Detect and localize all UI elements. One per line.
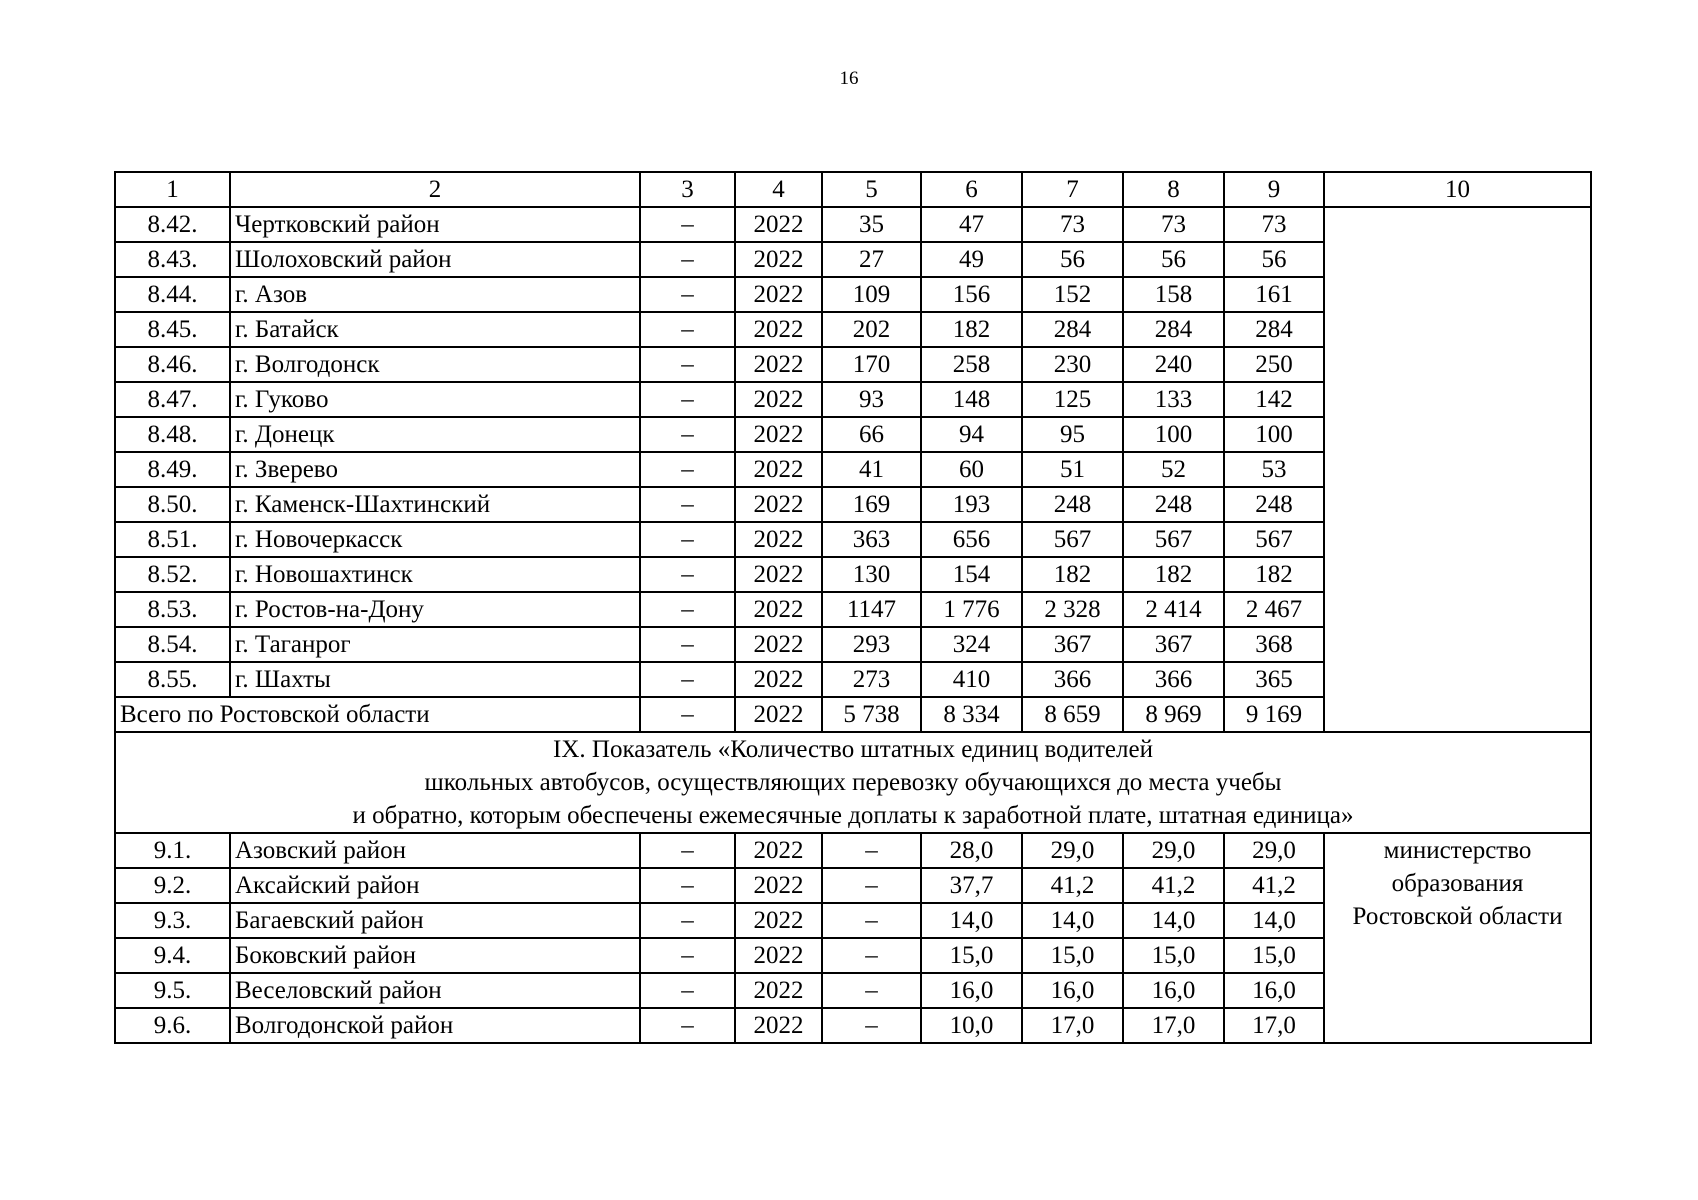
- table-cell: –: [640, 973, 735, 1008]
- table-cell: 100: [1123, 417, 1224, 452]
- header-cell: 1: [115, 172, 230, 207]
- table-cell: 93: [822, 382, 921, 417]
- table-cell: 2022: [735, 277, 822, 312]
- table-cell: 29,0: [1224, 833, 1324, 868]
- table-cell: 2022: [735, 382, 822, 417]
- table-cell: 2022: [735, 833, 822, 868]
- table-cell: 73: [1022, 207, 1123, 242]
- table-cell: 182: [1224, 557, 1324, 592]
- table-cell: 9.6.: [115, 1008, 230, 1043]
- table-cell: 248: [1224, 487, 1324, 522]
- table-cell: 152: [1022, 277, 1123, 312]
- table-row: [115, 207, 1591, 242]
- table-cell: г. Каменск-Шахтинский: [230, 487, 640, 522]
- table-cell: 125: [1022, 382, 1123, 417]
- table-cell: 2022: [735, 868, 822, 903]
- table-cell: 14,0: [1123, 903, 1224, 938]
- table-cell: 182: [921, 312, 1022, 347]
- table-cell: 56: [1022, 242, 1123, 277]
- table-cell: 133: [1123, 382, 1224, 417]
- table-cell: 8.50.: [115, 487, 230, 522]
- total-label: Всего по Ростовской области: [115, 697, 640, 732]
- header-row: [115, 172, 1591, 207]
- table-cell: 363: [822, 522, 921, 557]
- table-cell: 16,0: [1022, 973, 1123, 1008]
- table-cell: 10,0: [921, 1008, 1022, 1043]
- table-cell: 8.45.: [115, 312, 230, 347]
- table-cell: –: [822, 1008, 921, 1043]
- table-cell: 8.54.: [115, 627, 230, 662]
- total-value: –: [640, 697, 735, 732]
- table-cell: 324: [921, 627, 1022, 662]
- table-cell: 8.47.: [115, 382, 230, 417]
- table-cell: 2022: [735, 557, 822, 592]
- table-cell: –: [640, 382, 735, 417]
- table-cell: 2022: [735, 207, 822, 242]
- table-cell: 8.53.: [115, 592, 230, 627]
- table-cell: 284: [1022, 312, 1123, 347]
- table-cell: 9.1.: [115, 833, 230, 868]
- table-cell: –: [640, 868, 735, 903]
- table-cell: 66: [822, 417, 921, 452]
- table-cell: 41,2: [1123, 868, 1224, 903]
- table-cell: 9.2.: [115, 868, 230, 903]
- table-cell: 170: [822, 347, 921, 382]
- responsible-org-line: министерство: [1383, 837, 1532, 864]
- table-cell: 567: [1022, 522, 1123, 557]
- table-cell: 367: [1022, 627, 1123, 662]
- table-cell: 2022: [735, 312, 822, 347]
- table-cell: –: [640, 522, 735, 557]
- table-cell: 8.46.: [115, 347, 230, 382]
- table-cell: 15,0: [1123, 938, 1224, 973]
- table-body: [115, 172, 1591, 1043]
- header-cell: 8: [1123, 172, 1224, 207]
- table-cell: 16,0: [1123, 973, 1224, 1008]
- table-cell: 2022: [735, 592, 822, 627]
- table-cell: 56: [1224, 242, 1324, 277]
- table-cell: 37,7: [921, 868, 1022, 903]
- table-cell: г. Таганрог: [230, 627, 640, 662]
- responsible-org-line: Ростовской области: [1352, 903, 1563, 930]
- table-cell: –: [640, 662, 735, 697]
- table-cell: 73: [1224, 207, 1324, 242]
- table-cell: 56: [1123, 242, 1224, 277]
- table-cell: 250: [1224, 347, 1324, 382]
- table-cell: 248: [1022, 487, 1123, 522]
- header-cell: 3: [640, 172, 735, 207]
- table-cell: 8.55.: [115, 662, 230, 697]
- header-cell: 10: [1324, 172, 1591, 207]
- table-cell: –: [640, 312, 735, 347]
- table-cell: г. Зверево: [230, 452, 640, 487]
- header-cell: 9: [1224, 172, 1324, 207]
- table-cell: Боковский район: [230, 938, 640, 973]
- table-cell: 29,0: [1123, 833, 1224, 868]
- indicator-table: [114, 171, 1592, 1044]
- table-cell: 15,0: [1224, 938, 1324, 973]
- empty-org-cell: [1324, 207, 1591, 732]
- table-cell: 258: [921, 347, 1022, 382]
- table-cell: 154: [921, 557, 1022, 592]
- table-cell: 60: [921, 452, 1022, 487]
- table-cell: 8.51.: [115, 522, 230, 557]
- table-cell: 284: [1224, 312, 1324, 347]
- table-cell: –: [640, 833, 735, 868]
- table-cell: –: [640, 207, 735, 242]
- table-cell: 2022: [735, 417, 822, 452]
- table-cell: 365: [1224, 662, 1324, 697]
- table-cell: г. Азов: [230, 277, 640, 312]
- table-row: [115, 833, 1591, 868]
- table-cell: 169: [822, 487, 921, 522]
- table-cell: 73: [1123, 207, 1224, 242]
- section-title: [115, 732, 1591, 833]
- table-cell: 8.44.: [115, 277, 230, 312]
- table-cell: 17,0: [1123, 1008, 1224, 1043]
- table-cell: –: [640, 347, 735, 382]
- section-title-line: школьных автобусов, осуществляющих перевозку обучающихся до места учебы: [424, 769, 1282, 796]
- table-cell: 273: [822, 662, 921, 697]
- table-cell: г. Батайск: [230, 312, 640, 347]
- header-cell: 7: [1022, 172, 1123, 207]
- table-cell: Багаевский район: [230, 903, 640, 938]
- total-value: 5 738: [822, 697, 921, 732]
- table-cell: 161: [1224, 277, 1324, 312]
- table-cell: 94: [921, 417, 1022, 452]
- table-cell: –: [640, 242, 735, 277]
- table-cell: 2022: [735, 452, 822, 487]
- table-cell: 567: [1123, 522, 1224, 557]
- table-cell: 49: [921, 242, 1022, 277]
- table-cell: 8.43.: [115, 242, 230, 277]
- table-cell: 202: [822, 312, 921, 347]
- table-cell: г. Волгодонск: [230, 347, 640, 382]
- table-cell: 2022: [735, 627, 822, 662]
- table-cell: 248: [1123, 487, 1224, 522]
- table-cell: 2 414: [1123, 592, 1224, 627]
- table-cell: 410: [921, 662, 1022, 697]
- table-cell: –: [640, 938, 735, 973]
- table-cell: 1147: [822, 592, 921, 627]
- table-cell: 41,2: [1224, 868, 1324, 903]
- table-cell: 567: [1224, 522, 1324, 557]
- table-cell: Волгодонской район: [230, 1008, 640, 1043]
- table-cell: –: [822, 868, 921, 903]
- table-cell: 142: [1224, 382, 1324, 417]
- total-value: 8 969: [1123, 697, 1224, 732]
- page-number: 16: [839, 68, 859, 89]
- table-cell: 41,2: [1022, 868, 1123, 903]
- table-cell: г. Шахты: [230, 662, 640, 697]
- table-cell: 17,0: [1022, 1008, 1123, 1043]
- table-cell: 158: [1123, 277, 1224, 312]
- table-cell: –: [822, 938, 921, 973]
- table-cell: –: [822, 903, 921, 938]
- table-cell: г. Донецк: [230, 417, 640, 452]
- table-cell: –: [640, 903, 735, 938]
- section-title-line: IX. Показатель «Количество штатных единиц водителей: [553, 736, 1153, 763]
- table-cell: 2022: [735, 522, 822, 557]
- table-cell: 230: [1022, 347, 1123, 382]
- table-cell: –: [822, 833, 921, 868]
- table-cell: 8.49.: [115, 452, 230, 487]
- table-cell: г. Ростов-на-Дону: [230, 592, 640, 627]
- table-cell: –: [640, 592, 735, 627]
- table-cell: 53: [1224, 452, 1324, 487]
- table-cell: 9.3.: [115, 903, 230, 938]
- table-cell: 29,0: [1022, 833, 1123, 868]
- table-cell: 14,0: [1224, 903, 1324, 938]
- table-cell: 367: [1123, 627, 1224, 662]
- section-title-row: [115, 732, 1591, 833]
- table-cell: 109: [822, 277, 921, 312]
- table-cell: –: [640, 487, 735, 522]
- header-cell: 5: [822, 172, 921, 207]
- table-cell: Азовский район: [230, 833, 640, 868]
- table-cell: 2022: [735, 1008, 822, 1043]
- table-cell: 2022: [735, 662, 822, 697]
- table-cell: 2022: [735, 903, 822, 938]
- table-cell: г. Новошахтинск: [230, 557, 640, 592]
- table-cell: 656: [921, 522, 1022, 557]
- table-cell: 15,0: [1022, 938, 1123, 973]
- table-cell: 15,0: [921, 938, 1022, 973]
- table-cell: 41: [822, 452, 921, 487]
- table-cell: Аксайский район: [230, 868, 640, 903]
- table-cell: 8.42.: [115, 207, 230, 242]
- total-value: 8 334: [921, 697, 1022, 732]
- table-cell: 95: [1022, 417, 1123, 452]
- table-cell: –: [640, 277, 735, 312]
- table-cell: 130: [822, 557, 921, 592]
- table-cell: г. Новочеркасск: [230, 522, 640, 557]
- table-cell: Шолоховский район: [230, 242, 640, 277]
- table-cell: –: [640, 1008, 735, 1043]
- header-cell: 4: [735, 172, 822, 207]
- table-cell: 47: [921, 207, 1022, 242]
- table-cell: 9.5.: [115, 973, 230, 1008]
- table-cell: 52: [1123, 452, 1224, 487]
- table-cell: 182: [1123, 557, 1224, 592]
- table-cell: –: [640, 627, 735, 662]
- table-cell: 2022: [735, 242, 822, 277]
- table-cell: 17,0: [1224, 1008, 1324, 1043]
- table-cell: 156: [921, 277, 1022, 312]
- table-cell: 2022: [735, 487, 822, 522]
- table-cell: 2022: [735, 347, 822, 382]
- table-cell: 2 467: [1224, 592, 1324, 627]
- table-cell: –: [640, 417, 735, 452]
- table-cell: 148: [921, 382, 1022, 417]
- table-cell: 368: [1224, 627, 1324, 662]
- table-cell: 2022: [735, 938, 822, 973]
- header-cell: 2: [230, 172, 640, 207]
- total-value: 8 659: [1022, 697, 1123, 732]
- table-cell: 9.4.: [115, 938, 230, 973]
- table-cell: 366: [1022, 662, 1123, 697]
- table-cell: 16,0: [1224, 973, 1324, 1008]
- table-cell: 182: [1022, 557, 1123, 592]
- table-cell: 1 776: [921, 592, 1022, 627]
- table-cell: 293: [822, 627, 921, 662]
- total-value: 2022: [735, 697, 822, 732]
- table-cell: г. Гуково: [230, 382, 640, 417]
- table-cell: –: [822, 973, 921, 1008]
- table-cell: 35: [822, 207, 921, 242]
- table-cell: –: [640, 452, 735, 487]
- table-cell: 284: [1123, 312, 1224, 347]
- responsible-org-line: образования: [1391, 870, 1524, 897]
- table-cell: 366: [1123, 662, 1224, 697]
- table-cell: 14,0: [921, 903, 1022, 938]
- table-cell: Веселовский район: [230, 973, 640, 1008]
- table-cell: 2022: [735, 973, 822, 1008]
- table-cell: 100: [1224, 417, 1324, 452]
- table-cell: 193: [921, 487, 1022, 522]
- table-cell: 8.52.: [115, 557, 230, 592]
- table-cell: 2 328: [1022, 592, 1123, 627]
- total-value: 9 169: [1224, 697, 1324, 732]
- table-cell: 14,0: [1022, 903, 1123, 938]
- header-cell: 6: [921, 172, 1022, 207]
- table-cell: 8.48.: [115, 417, 230, 452]
- table-cell: 16,0: [921, 973, 1022, 1008]
- table-cell: 27: [822, 242, 921, 277]
- table-cell: 28,0: [921, 833, 1022, 868]
- responsible-org: [1324, 833, 1591, 1043]
- table-cell: 240: [1123, 347, 1224, 382]
- table-cell: –: [640, 557, 735, 592]
- table-cell: Чертковский район: [230, 207, 640, 242]
- section-title-line: и обратно, которым обеспечены ежемесячные доплаты к заработной плате, штатная единица»: [352, 802, 1354, 829]
- table-cell: 51: [1022, 452, 1123, 487]
